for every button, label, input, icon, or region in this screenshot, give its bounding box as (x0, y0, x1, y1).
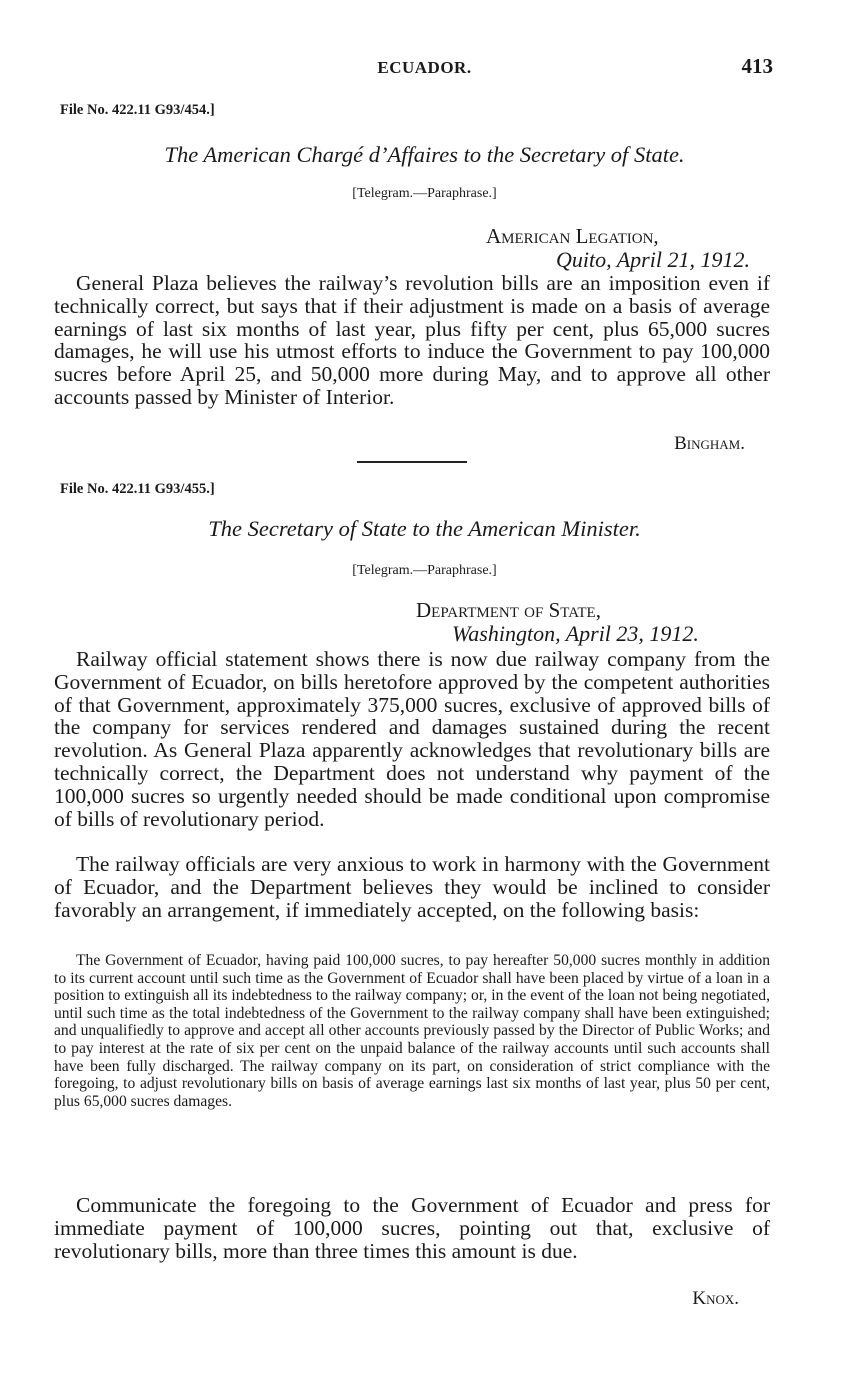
origin-line: Department of State, (416, 598, 601, 622)
paragraph: The railway officials are very anxious to work in harmony with the Government of Ecuador, and the Department believes they would be inclined to consider favorably an arrangement, if immediately accepted, on the following basis: (54, 852, 770, 922)
telegram-note: [Telegram.—Paraphrase.] (352, 563, 497, 578)
section-divider (357, 461, 467, 463)
running-title: ECUADOR. (377, 58, 472, 77)
signature: Bingham. (674, 433, 745, 454)
paragraph: General Plaza believes the railway’s revolution bills are an imposition even if technically correct, but says that if their adjustment is made on a basis of average earnings of last six months of last year, plus fifty per cent, plus 65,000 sucres damages, he will use his utmost efforts to induce the Government to pay 100,000 sucres before April 25, and 50,000 more during May, and to approve all other accounts passed by Minister of Interior. (54, 271, 770, 409)
origin-line: American Legation, (486, 224, 659, 248)
quoted-proposal: The Government of Ecuador, having paid 100,000 sucres, to pay hereafter 50,000 sucres monthly in addition to its current account until such time as the Government of Ecuador shall have been placed by virtue of a loan in a position to extinguish all its indebtedness to the railway company; or, in the event of the loan not being negotiated, until such time as the total indebtedness of the Government to the railway company shall have been extinguished; and unqualifiedly to approve and accept all other accounts previously passed by the Director of Public Works; and to pay interest at the rate of six per cent on the unpaid balance of the railway accounts until such accounts shall have been fully discharged. The railway company on its part, on consideration of strict compliance with the foregoing, to adjust revolutionary bills on basis of average earnings last six months of last year, plus 50 per cent, plus 65,000 sucres damages. (54, 952, 770, 1110)
message-body (54, 648, 770, 830)
page-number: 413 (741, 54, 773, 78)
document-title: The American Chargé d’Affaires to the Secretary of State. (164, 142, 685, 167)
file-number: File No. 422.11 G93/454.] (60, 102, 215, 118)
message-body (54, 272, 770, 409)
paragraph: Communicate the foregoing to the Government of Ecuador and press for immediate payment of 100,000 sucres, pointing out that, exclusive of revolutionary bills, more than three times this amount is due. (54, 1193, 770, 1263)
signature: Knox. (692, 1288, 739, 1309)
paragraph: Railway official statement shows there is now due railway company from the Government of Ecuador, on bills heretofore approved by the competent authorities of that Government, approximately 375,000 sucres, exclusive of approved bills of the company for services rendered and damages sustained during the recent revolution. As General Plaza apparently acknowledges that revolutionary bills are technically correct, the Department does not understand why payment of the 100,000 sucres so urgently needed should be made conditional upon compromise of bills of revolutionary period. (54, 647, 770, 831)
message-body (54, 853, 770, 921)
document-title: The Secretary of State to the American Minister. (208, 516, 641, 541)
place-date: Washington, April 23, 1912. (452, 621, 699, 646)
place-date: Quito, April 21, 1912. (556, 247, 750, 272)
file-number: File No. 422.11 G93/455.] (60, 481, 215, 497)
message-body (54, 1194, 770, 1262)
running-header (0, 54, 849, 84)
telegram-note: [Telegram.—Paraphrase.] (352, 186, 497, 201)
